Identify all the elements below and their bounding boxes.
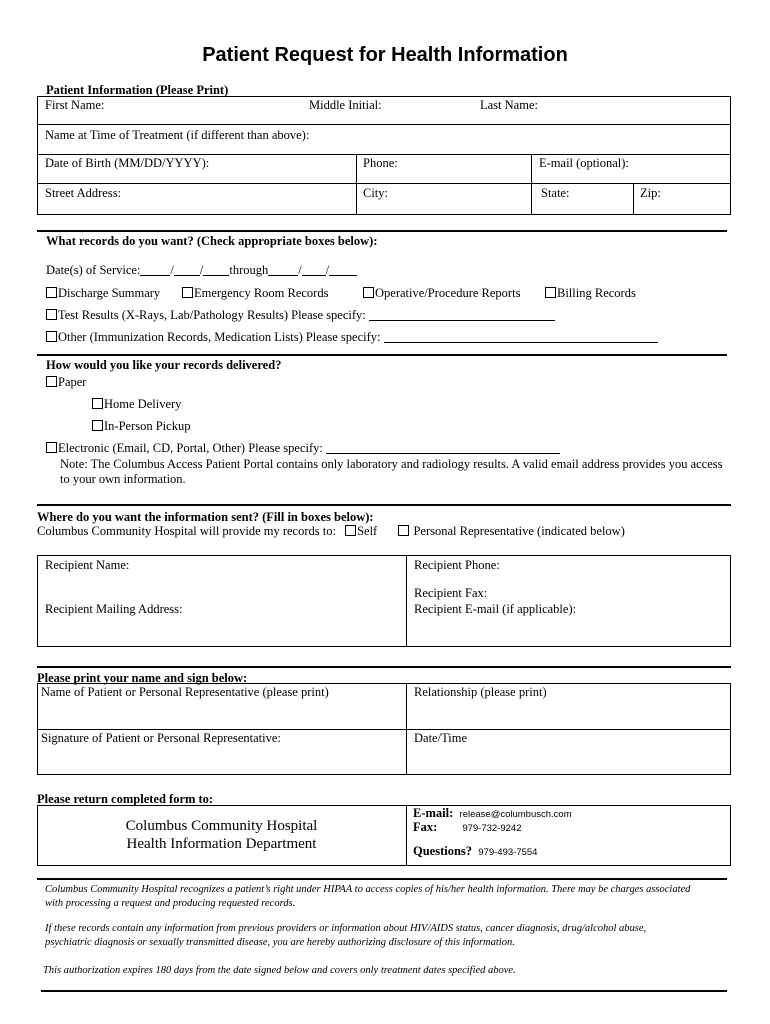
last-name-field[interactable]: Last Name:	[480, 98, 538, 112]
questions-row: Questions? 979-493-7554	[413, 844, 538, 858]
phone-field[interactable]: Phone:	[363, 156, 398, 170]
er-records-option[interactable]: Emergency Room Records	[182, 286, 328, 301]
return-email[interactable]: release@columbusch.com	[459, 809, 572, 820]
electronic-checkbox[interactable]	[46, 442, 57, 453]
department-name: Health Information Department	[126, 836, 317, 852]
street-address-field[interactable]: Street Address:	[45, 186, 122, 200]
recipient-email-field[interactable]: Recipient E-mail (if applicable):	[414, 602, 577, 616]
billing-records-option[interactable]: Billing Records	[545, 286, 636, 301]
disclosure-notice-line2: psychiatric diagnosis or sexually transmitted disease, you are hereby authorizing disclosure of this information.	[45, 937, 515, 948]
state-field[interactable]: State:	[541, 186, 570, 200]
billing-checkbox[interactable]	[545, 287, 556, 298]
paper-option[interactable]: Paper	[46, 375, 86, 390]
recipient-name-field[interactable]: Recipient Name:	[45, 558, 130, 572]
self-checkbox[interactable]	[345, 525, 356, 536]
recipient-table	[37, 555, 731, 647]
paper-checkbox[interactable]	[46, 376, 57, 387]
home-delivery-option[interactable]: Home Delivery	[92, 397, 181, 412]
discharge-checkbox[interactable]	[46, 287, 57, 298]
er-checkbox[interactable]	[182, 287, 193, 298]
page-title: Patient Request for Health Information	[202, 44, 568, 66]
expiration-notice: This authorization expires 180 days from the date signed below and covers only treatment dates specified above.	[43, 965, 516, 976]
return-heading: Please return completed form to:	[37, 792, 214, 806]
other-records-option[interactable]: Other (Immunization Records, Medication Lists) Please specify:	[46, 330, 658, 345]
sign-heading: Please print your name and sign below:	[37, 671, 248, 685]
email-field[interactable]: E-mail (optional):	[539, 156, 629, 170]
patient-name-print-field[interactable]: Name of Patient or Personal Representative (please print)	[41, 685, 329, 699]
relationship-field[interactable]: Relationship (please print)	[414, 685, 547, 699]
name-at-treatment-field[interactable]: Name at Time of Treatment (if different than above):	[45, 128, 310, 142]
return-email-row: E-mail: release@columbusch.com	[413, 806, 572, 820]
hipaa-notice-line1: Columbus Community Hospital recognizes a patient’s right under HIPAA to access copies of his/her health information. There may be charges associated	[45, 884, 691, 895]
first-name-field[interactable]: First Name:	[45, 98, 105, 112]
hipaa-notice-line2: with processing a request and producing requested records.	[45, 898, 296, 909]
recipient-phone-field[interactable]: Recipient Phone:	[414, 558, 500, 572]
date-time-field[interactable]: Date/Time	[414, 731, 468, 745]
test-results-option[interactable]: Test Results (X-Rays, Lab/Pathology Results) Please specify:	[46, 308, 555, 323]
dob-field[interactable]: Date of Birth (MM/DD/YYYY):	[45, 156, 210, 170]
home-delivery-checkbox[interactable]	[92, 398, 103, 409]
records-heading: What records do you want? (Check appropriate boxes below):	[46, 234, 378, 248]
signature-field[interactable]: Signature of Patient or Personal Representative:	[41, 731, 281, 745]
representative-checkbox[interactable]	[398, 525, 409, 536]
hospital-name: Columbus Community Hospital	[125, 818, 318, 834]
questions-phone: 979-493-7554	[478, 847, 538, 858]
tests-checkbox[interactable]	[46, 309, 57, 320]
operative-checkbox[interactable]	[363, 287, 374, 298]
discharge-summary-option[interactable]: Discharge Summary	[46, 286, 160, 301]
pickup-checkbox[interactable]	[92, 420, 103, 431]
city-field[interactable]: City:	[363, 186, 389, 200]
patient-info-heading: Patient Information (Please Print)	[46, 83, 229, 97]
portal-note-line1: Note: The Columbus Access Patient Portal contains only laboratory and radiology results. A valid email address provides you access	[60, 457, 723, 471]
recipient-fax-field[interactable]: Recipient Fax:	[414, 586, 488, 600]
recipient-address-field[interactable]: Recipient Mailing Address:	[45, 602, 183, 616]
portal-note-line2: to your own information.	[60, 472, 186, 486]
delivery-heading: How would you like your records delivered?	[46, 358, 282, 372]
disclosure-notice-line1: If these records contain any information from previous providers or information about HIV/AIDS status, cancer diagnosis, drug/alcohol abuse,	[45, 923, 647, 934]
zip-field[interactable]: Zip:	[640, 186, 661, 200]
operative-reports-option[interactable]: Operative/Procedure Reports	[363, 286, 520, 301]
return-fax: 979-732-9242	[462, 823, 522, 834]
other-checkbox[interactable]	[46, 331, 57, 342]
electronic-option[interactable]: Electronic (Email, CD, Portal, Other) Please specify:	[46, 441, 560, 456]
sent-heading: Where do you want the information sent? (Fill in boxes below):	[37, 510, 374, 524]
dates-of-service[interactable]: Date(s) of Service: / / through / /	[46, 263, 357, 278]
provide-records-line: Columbus Community Hospital will provide my records to: Self Personal Representative (indicated below)	[37, 524, 625, 538]
middle-initial-field[interactable]: Middle Initial:	[309, 98, 382, 112]
in-person-pickup-option[interactable]: In-Person Pickup	[92, 419, 190, 434]
return-fax-row: Fax: 979-732-9242	[413, 820, 522, 834]
